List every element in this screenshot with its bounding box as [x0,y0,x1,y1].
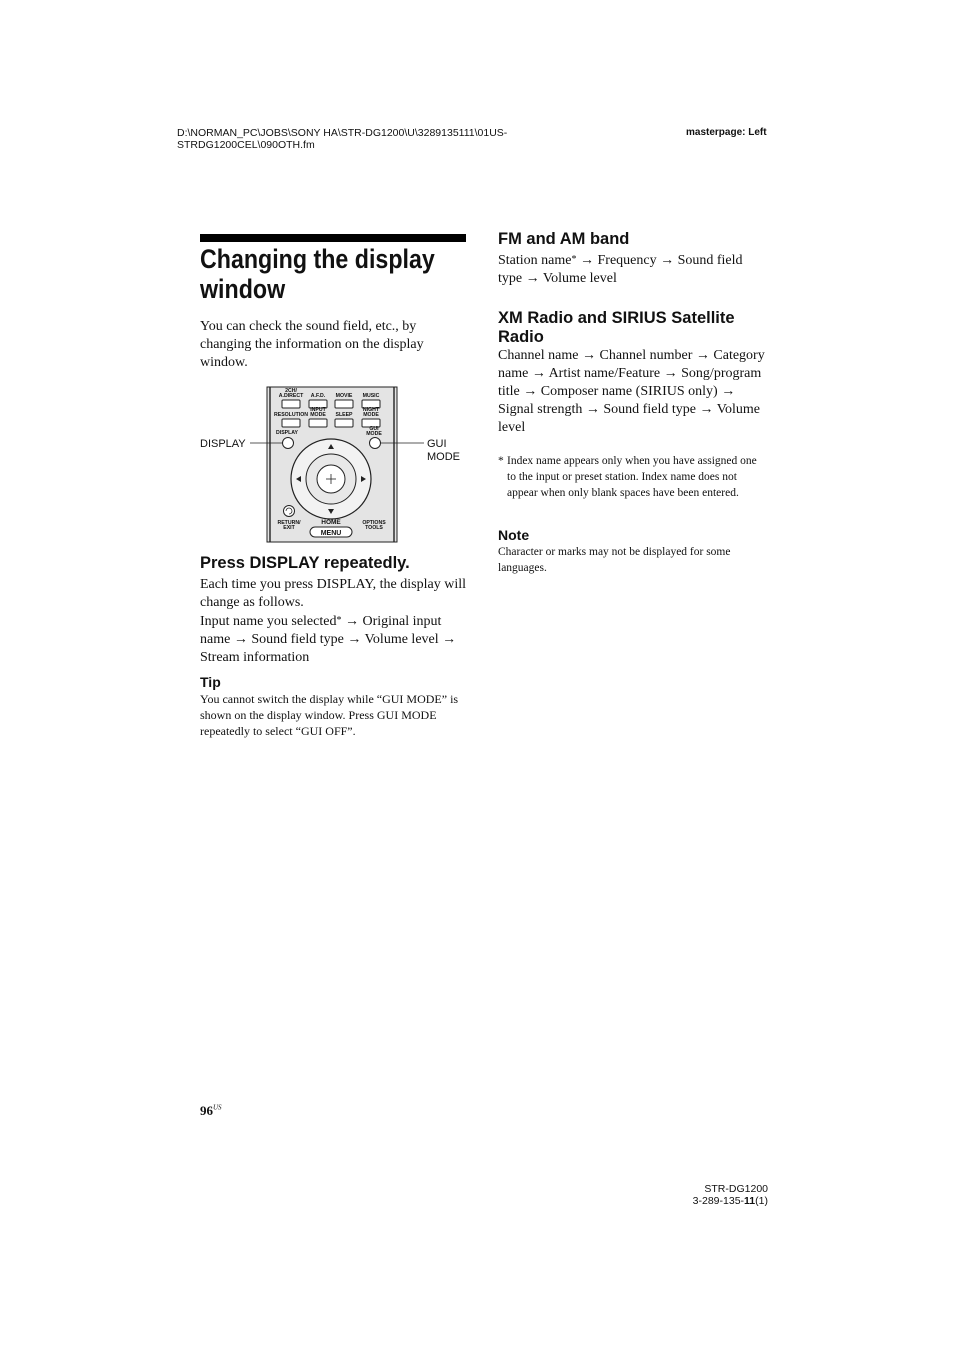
page-title-line-2: window [200,274,286,304]
arrow-icon: → [344,614,359,629]
seq-sound-field-type: Sound field type [498,253,743,286]
callout-display: DISPLAY [200,438,246,450]
arrow-icon: → [523,384,538,399]
seq-signal-strength: Signal strength [498,402,583,417]
label-input: INPUT [310,407,326,413]
arrow-icon: → [233,632,248,647]
arrow-icon: → [699,402,714,417]
arrow-icon: → [695,348,710,363]
press-display-paragraph: Each time you press DISPLAY, the display will change as follows. [200,577,466,610]
label-music: MUSIC [362,393,380,399]
seq-input-name: Input name you selected [200,614,337,629]
footnote-marker: * [336,615,342,626]
seq-volume-level: Volume level [364,632,439,647]
footer-code [640,1195,768,1207]
note-heading: Note [498,527,530,543]
label-options: OPTIONS [362,520,386,526]
footnote-marker: * [571,254,577,265]
seq-stream-information: Stream information [200,650,310,665]
page-title-line-1: Changing the display [200,244,435,274]
seq-sound-field-type: Sound field type [603,402,696,417]
file-path-header [177,127,577,151]
seq-channel-name: Channel name [498,348,579,363]
footnote [498,453,766,501]
seq-category-name: Category name [498,348,765,381]
button-gui-mode [370,438,381,449]
callout-gui: GUI [427,438,447,450]
footnote-text: Index name appears only when you have assigned one to the input or preset station. Index name does not appear when only blank spaces have been entered. [507,455,757,499]
seq-channel-number: Channel number [599,348,693,363]
fm-am-heading: FM and AM band [498,230,630,248]
tip-text: You cannot switch the display while “GUI MODE” is shown on the display window. Press GUI MODE repeatedly to select “GUI OFF”. [200,692,459,738]
seq-original-input-name: Original input name [200,614,442,647]
page-number-value: 96 [200,1103,213,1118]
xm-sirius-heading: XM Radio and SIRIUS Satellite Radio [498,309,735,346]
page-number-suffix: US [213,1103,222,1112]
display-sequence [200,612,466,667]
seq-composer-name: Composer name (SIRIUS only) [540,384,718,399]
footer-code-suffix: (1) [755,1195,768,1207]
seq-song-title: Song/program title [498,366,762,399]
file-path-line-2: STRDG1200CEL\090OTH.fm [177,139,315,151]
arrow-icon: → [660,253,675,268]
arrow-icon: → [347,632,362,647]
page-number [200,1103,222,1119]
arrow-icon: → [585,402,600,417]
button-display [283,438,294,449]
arrow-icon: → [531,366,546,381]
label-sleep: SLEEP [335,412,353,418]
label-exit: EXIT [283,525,295,531]
arrow-icon: → [442,632,457,647]
footnote-marker: * [498,455,504,467]
seq-artist-name: Artist name/Feature [548,366,661,381]
intro-paragraph: You can check the sound field, etc., by changing the information on the display window. [200,319,424,370]
button-resolution [282,419,300,427]
button-movie [335,400,353,408]
arrow-icon: → [581,348,596,363]
label-gui: GUI [369,426,379,432]
seq-volume-level: Volume level [542,271,617,286]
label-night-mode: MODE [363,412,379,418]
tip-heading: Tip [200,674,221,690]
arrow-icon: → [721,384,736,399]
label-2ch: 2CH/ [285,388,297,394]
title-rule [200,234,466,242]
button-sleep [335,419,353,427]
masterpage-label: masterpage: Left [686,127,767,138]
file-path-line-1: D:\NORMAN_PC\JOBS\SONY HA\STR-DG1200\U\3289135111\01US- [177,127,508,139]
label-a-direct: A.DIRECT [278,393,304,399]
remote-control-illustration [200,385,466,545]
label-night: NIGHT [362,407,380,413]
arrow-icon: → [580,253,594,268]
button-input-mode [309,419,327,427]
label-movie: MOVIE [335,393,353,399]
label-input-mode: MODE [310,412,326,418]
arrow-icon: → [525,271,540,286]
press-display-heading: Press DISPLAY repeatedly. [200,554,410,572]
label-return: RETURN/ [277,520,301,526]
label-menu: MENU [320,530,342,537]
seq-station-name: Station name [498,253,572,268]
label-home: HOME [321,519,341,526]
label-resolution: RESOLUTION [273,412,309,418]
note-text: Character or marks may not be displayed for some languages. [498,546,731,574]
fm-am-sequence [498,251,766,288]
arrow-icon: → [663,366,678,381]
seq-sound-field-type: Sound field type [251,632,344,647]
label-afd: A.F.D. [310,393,326,399]
xm-sirius-sequence [498,347,766,437]
seq-volume-level: Volume level [498,402,760,435]
callout-gui-mode: MODE [427,451,460,463]
label-gui-mode: MODE [366,431,382,437]
seq-frequency: Frequency [597,253,657,268]
button-return-exit [284,506,295,517]
footer-code-bold: 11 [744,1195,756,1207]
page-title [200,244,470,304]
label-tools: TOOLS [365,525,383,531]
button-2ch-a-direct [282,400,300,408]
label-display: DISPLAY [276,430,299,436]
footer-code-prefix: 3-289-135- [692,1195,745,1207]
press-display-text [200,576,466,667]
footer-model: STR-DG1200 [704,1183,768,1195]
